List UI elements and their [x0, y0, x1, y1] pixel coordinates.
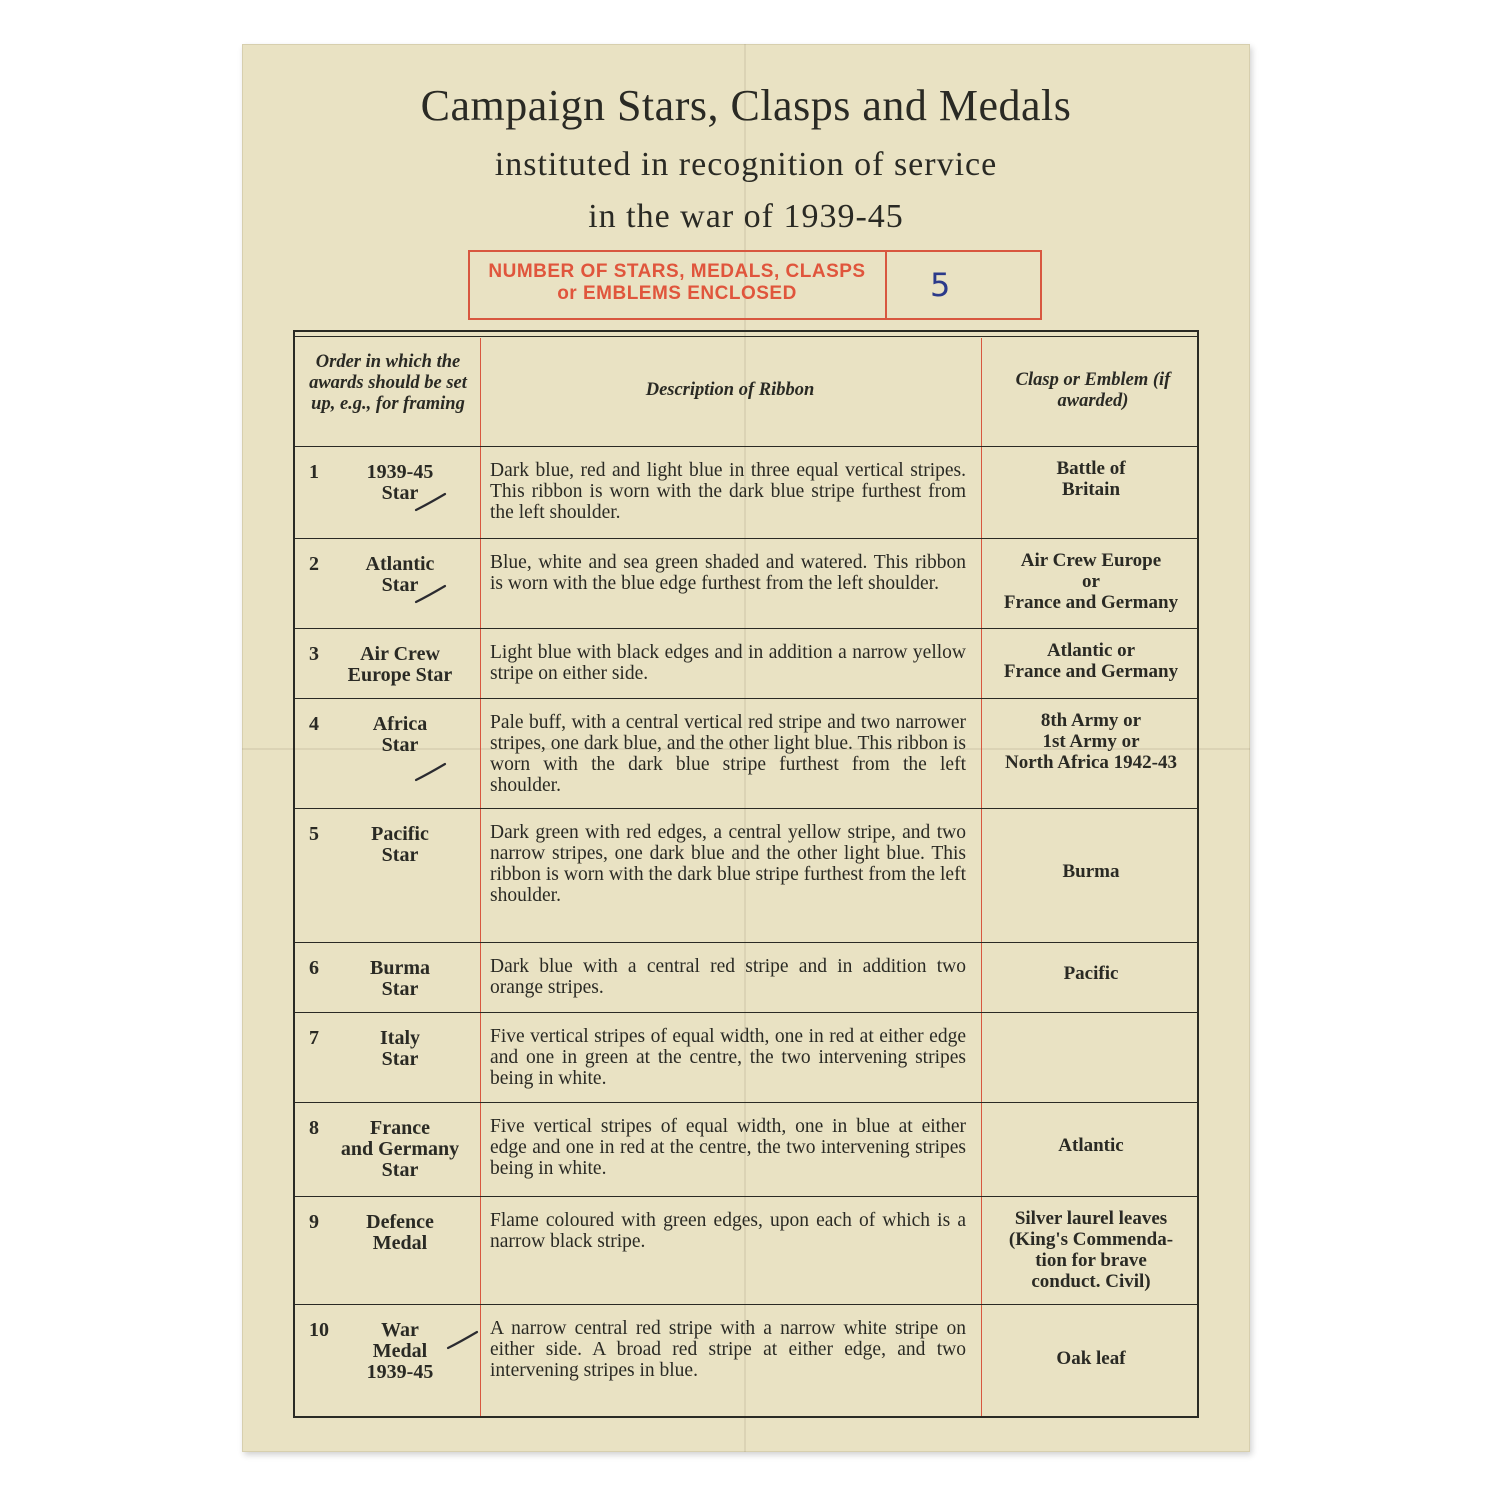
document-sheet: [242, 44, 1250, 1452]
pen-tick-mark: [445, 1328, 481, 1352]
award-name: Atlantic Star: [365, 553, 435, 596]
row-rule: [295, 1012, 1197, 1013]
award-order-number: 1: [309, 461, 319, 483]
award-order-number: 5: [309, 823, 319, 845]
column-divider-1: [480, 338, 481, 1416]
clasp-or-emblem: Burma: [1062, 860, 1120, 882]
pen-tick-mark: [413, 490, 449, 514]
row-rule: [295, 628, 1197, 629]
clasp-or-emblem: Air Crew Europe or France and Germany: [1003, 550, 1179, 613]
clasp-or-emblem: Atlantic or France and Germany: [1003, 640, 1179, 682]
clasp-or-emblem: Battle of Britain: [1056, 458, 1126, 500]
clasp-or-emblem: Atlantic: [1058, 1134, 1124, 1156]
awards-table: [293, 330, 1199, 1418]
header-order: Order in which the awards should be set up, e.g., for framing: [309, 352, 467, 414]
row-rule: [295, 1102, 1197, 1103]
clasp-or-emblem: Pacific: [1063, 962, 1119, 984]
enclosed-count-value: 5: [930, 266, 951, 304]
award-name-cell: [309, 824, 469, 938]
award-order-number: 10: [309, 1319, 329, 1341]
row-rule: [295, 1196, 1197, 1197]
award-name-cell: [309, 958, 469, 1008]
award-name: 1939-45 Star: [366, 461, 434, 504]
award-name-cell: [309, 1028, 469, 1098]
ribbon-description: Five vertical stripes of equal width, one in red at either edge and one in green at the centre, the two intervening stripes being in white.: [490, 1026, 966, 1089]
enclosed-count-label: NUMBER OF STARS, MEDALS, CLASPS or EMBLEMS ENCLOSED: [488, 261, 866, 304]
award-order-number: 7: [309, 1027, 319, 1049]
award-name-cell: [309, 1118, 469, 1192]
header-clasp: Clasp or Emblem (if awarded): [1015, 370, 1171, 411]
award-name: War Medal 1939-45: [366, 1319, 434, 1383]
ribbon-description: Pale buff, with a central vertical red stripe and two narrower stripes, one dark blue, and the other light blue. This ribbon is worn with the dark blue stripe furthest from the left shoulder.: [490, 712, 966, 796]
row-rule: [295, 942, 1197, 943]
row-rule: [295, 808, 1197, 809]
ribbon-description: Blue, white and sea green shaded and watered. This ribbon is worn with the blue edge furthest from the left shoulder.: [490, 552, 966, 594]
table-top-rule: [295, 336, 1197, 337]
award-name: Burma Star: [370, 957, 430, 1000]
row-rule: [295, 538, 1197, 539]
ribbon-description: Dark green with red edges, a central yellow stripe, and two narrow stripes, one dark blue and the other light blue. This ribbon is worn with the dark blue stripe furthest from the left shoulder.: [490, 822, 966, 906]
award-order-number: 6: [309, 957, 319, 979]
ribbon-description: Flame coloured with green edges, upon each of which is a narrow black stripe.: [490, 1210, 966, 1252]
clasp-or-emblem: 8th Army or 1st Army or North Africa 1942-43: [1004, 710, 1178, 773]
header-rule: [295, 446, 1197, 447]
pen-tick-mark: [413, 760, 449, 784]
award-name: Air Crew Europe Star: [347, 643, 453, 686]
header-description: Description of Ribbon: [645, 380, 815, 400]
award-order-number: 9: [309, 1211, 319, 1233]
row-rule: [295, 698, 1197, 699]
award-name: Pacific Star: [371, 823, 429, 866]
ribbon-description: Dark blue with a central red stripe and in addition two orange stripes.: [490, 956, 966, 998]
document-title: Campaign Stars, Clasps and Medals: [420, 81, 1072, 130]
award-name: Italy Star: [380, 1027, 420, 1070]
award-name: Defence Medal: [366, 1211, 434, 1254]
award-name: France and Germany Star: [340, 1117, 460, 1181]
clasp-or-emblem: Oak leaf: [1056, 1347, 1126, 1369]
column-divider-2: [981, 338, 982, 1416]
award-order-number: 2: [309, 553, 319, 575]
row-rule: [295, 1304, 1197, 1305]
ribbon-description: Five vertical stripes of equal width, one in blue at either edge and one in red at the centre, the two intervening stripes being in white.: [490, 1116, 966, 1179]
award-name-cell: [309, 1212, 469, 1300]
award-order-number: 4: [309, 713, 319, 735]
award-order-number: 3: [309, 643, 319, 665]
ribbon-description: Light blue with black edges and in addition a narrow yellow stripe on either side.: [490, 642, 966, 684]
award-order-number: 8: [309, 1117, 319, 1139]
award-name: Africa Star: [372, 713, 428, 756]
document-subtitle-line-1: instituted in recognition of service: [494, 146, 998, 183]
enclosed-count-box: [468, 250, 1042, 320]
award-name-cell: [309, 714, 469, 804]
award-name-cell: [309, 644, 469, 694]
document-subtitle-line-2: in the war of 1939-45: [588, 198, 904, 235]
ribbon-description: Dark blue, red and light blue in three equal vertical stripes. This ribbon is worn with the dark blue stripe furthest from the left shoulder.: [490, 460, 966, 523]
clasp-or-emblem: Silver laurel leaves (King's Commenda- tion for brave conduct. Civil): [1008, 1208, 1174, 1292]
enclosed-count-divider: [885, 252, 887, 318]
ribbon-description: A narrow central red stripe with a narrow white stripe on either side. A broad red stripe at either edge, and two intervening stripes in blue.: [490, 1318, 966, 1381]
pen-tick-mark: [413, 582, 449, 606]
